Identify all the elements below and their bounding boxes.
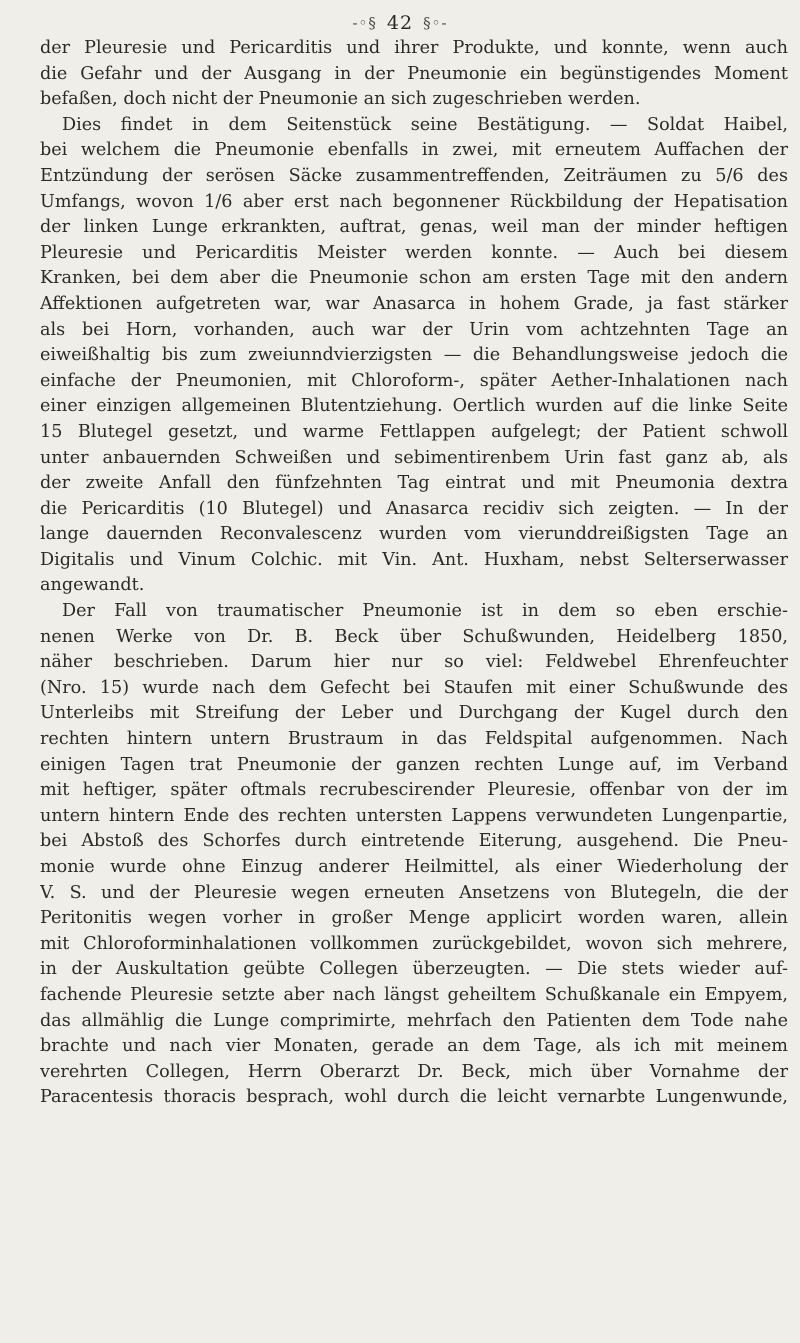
text-line: untern hintern Ende des rechten untersten Lappens verwundeten Lungenpartie, <box>40 805 788 826</box>
ornament-left: -◦§ <box>352 14 377 32</box>
text-line: 15 Blutegel gesetzt, und warme Fettlappen aufgelegt; der Patient schwoll <box>40 421 788 442</box>
text-line: bei Abstoß des Schorfes durch eintretende Eiterung, ausgehend. Die Pneu- <box>40 831 788 852</box>
text-line: unter anbauernden Schweißen und sebimentirenbem Urin fast ganz ab, als <box>40 447 788 468</box>
page-header <box>0 8 800 38</box>
text-line: Pleuresie und Pericarditis Meister werden konnte. — Auch bei diesem <box>40 242 788 263</box>
text-line: bei welchem die Pneumonie ebenfalls in zwei, mit erneutem Auffachen der <box>40 140 788 161</box>
text-line: das allmählig die Lunge comprimirte, mehrfach den Patienten dem Tode nahe <box>40 1010 788 1031</box>
text-line: die Pericarditis (10 Blutegel) und Anasarca recidiv sich zeigten. — In der <box>40 498 788 519</box>
text-line: als bei Horn, vorhanden, auch war der Urin vom achtzehnten Tage an <box>40 319 788 340</box>
text-line: mit Chloroforminhalationen vollkommen zurückgebildet, wovon sich mehrere, <box>40 933 788 954</box>
text-line: die Gefahr und der Ausgang in der Pneumonie ein begünstigendes Moment <box>40 63 788 84</box>
text-line: Dies findet in dem Seitenstück seine Bestätigung. — Soldat Haibel, <box>62 114 788 135</box>
text-line: lange dauernden Reconvalescenz wurden vom vierunddreißigsten Tage an <box>40 524 788 545</box>
body-text <box>40 36 788 1111</box>
text-line: in der Auskultation geübte Collegen überzeugten. — Die stets wieder auf- <box>40 959 788 980</box>
text-line: nenen Werke von Dr. B. Beck über Schußwunden, Heidelberg 1850, <box>40 626 788 647</box>
text-line: Entzündung der serösen Säcke zusammentreffenden, Zeiträumen zu 5/6 des <box>40 165 788 186</box>
text-line: einfache der Pneumonien, mit Chloroform-, später Aether-Inhalationen nach <box>40 370 788 391</box>
text-line: eiweißhaltig bis zum zweiunndvierzigsten — die Behandlungsweise jedoch die <box>40 345 788 366</box>
text-line: Paracentesis thoracis besprach, wohl durch die leicht vernarbte Lungenwunde, <box>40 1087 788 1108</box>
text-line: angewandt. <box>40 575 145 596</box>
text-line: Umfangs, wovon 1/6 aber erst nach begonnener Rückbildung der Hepatisation <box>40 191 788 212</box>
text-line: Unterleibs mit Streifung der Leber und Durchgang der Kugel durch den <box>40 703 788 724</box>
text-line: brachte und nach vier Monaten, gerade an dem Tage, als ich mit meinem <box>40 1036 788 1057</box>
text-line: fachende Pleuresie setzte aber nach längst geheiltem Schußkanale ein Empyem, <box>40 984 788 1005</box>
text-line: der zweite Anfall den fünfzehnten Tag eintrat und mit Pneumonia dextra <box>40 473 788 494</box>
text-line: einer einzigen allgemeinen Blutentziehung. Oertlich wurden auf die linke Seite <box>40 396 788 417</box>
text-line: näher beschrieben. Darum hier nur so viel: Feldwebel Ehrenfeuchter <box>40 652 788 673</box>
text-line: befaßen, doch nicht der Pneumonie an sich zugeschrieben werden. <box>40 89 641 110</box>
text-line: rechten hintern untern Brustraum in das Feldspital aufgenommen. Nach <box>40 729 788 750</box>
text-line: der Pleuresie und Pericarditis und ihrer Produkte, und konnte, wenn auch <box>40 38 788 58</box>
ornament-right: §◦- <box>423 14 448 32</box>
page-number: 42 <box>386 12 414 34</box>
text-line: mit heftiger, später oftmals recrubescirender Pleuresie, offenbar von der im <box>40 780 788 801</box>
text-line: (Nro. 15) wurde nach dem Gefecht bei Staufen mit einer Schußwunde des <box>40 677 788 698</box>
text-line: verehrten Collegen, Herrn Oberarzt Dr. Beck, mich über Vornahme der <box>40 1061 788 1082</box>
text-line: Peritonitis wegen vorher in großer Menge applicirt worden waren, allein <box>40 908 788 929</box>
text-line: der linken Lunge erkrankten, auftrat, genas, weil man der minder heftigen <box>40 217 788 238</box>
text-line: Kranken, bei dem aber die Pneumonie schon am ersten Tage mit den andern <box>40 268 788 289</box>
text-line: Affektionen aufgetreten war, war Anasarca in hohem Grade, ja fast stärker <box>40 293 788 314</box>
text-line: Der Fall von traumatischer Pneumonie ist in dem so eben erschie- <box>62 601 788 622</box>
text-line: einigen Tagen trat Pneumonie der ganzen rechten Lunge auf, im Verband <box>40 754 788 775</box>
text-line: monie wurde ohne Einzug anderer Heilmittel, als einer Wiederholung der <box>40 857 788 877</box>
text-line: V. S. und der Pleuresie wegen erneuten Ansetzens von Blutegeln, die der <box>40 882 788 903</box>
text-line: Digitalis und Vinum Colchic. mit Vin. Ant. Huxham, nebst Selterserwasser <box>40 549 788 570</box>
